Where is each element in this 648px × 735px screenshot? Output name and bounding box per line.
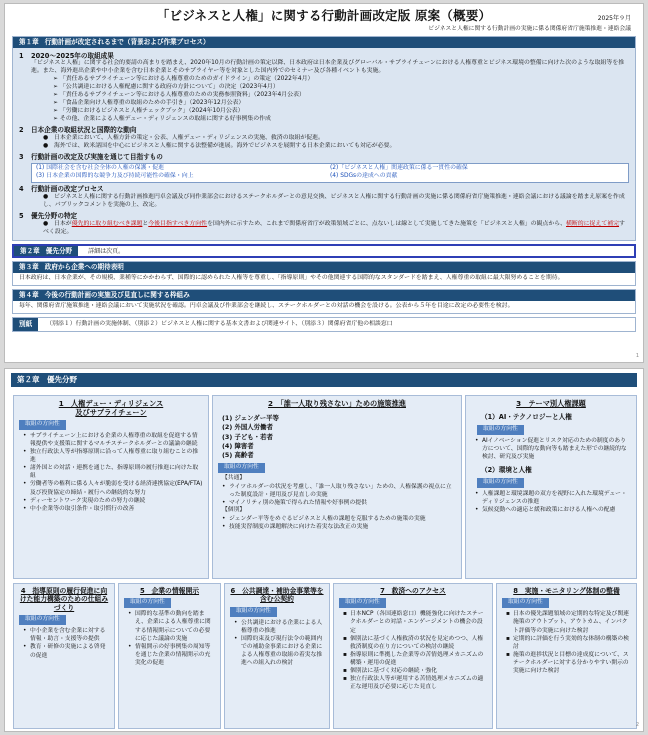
section-5-title: 5 優先分野の特定: [19, 211, 78, 220]
card-monitoring: [496, 583, 637, 729]
page-number: 2: [635, 722, 639, 729]
card-title: 2 「誰一人取り残さない」ための施策推進: [268, 399, 406, 408]
card-list: [343, 610, 487, 691]
individual-label: 【個別】: [222, 507, 246, 514]
direction-label: 取組の方向性: [477, 425, 524, 435]
list-item: • 中小企業等の取引条件・取引慣行の改善: [23, 505, 203, 513]
arrow-icon: ➢: [53, 76, 60, 83]
direction-label: 取組の方向性: [339, 598, 386, 608]
chapter-1-box: [12, 36, 636, 241]
list-item: • 気候変動への適応と緩和政策における人権への配慮: [475, 506, 631, 514]
goals-box: [31, 163, 629, 183]
category-item: (2) 外国人労働者: [222, 423, 273, 432]
list-item: • 独立行政法人等が指導原則に沿って人権尊重に取り組むことの推進: [23, 448, 203, 464]
direction-label: 取組の方向性: [19, 615, 66, 625]
list-item: • 労働者等の権利に係る人々が脆弱を受ける経済連携協定(EPA/FTA)及び投資協定の締結・履行への継続的な努力: [23, 480, 203, 496]
document-subtitle: ビジネスと人権に関する行動計画の実施に係る関係府省庁施策推進・連絡会議: [428, 25, 631, 32]
priority-areas-header: 第２章 優先分野: [11, 373, 637, 387]
card-thematic-issues: [465, 395, 637, 579]
chapter-1-header: 第１章 行動計画が改定されるまで（背景および作業プロセス）: [13, 37, 635, 48]
category-item: (1) ジェンダー平等: [222, 414, 279, 422]
theme-ai-title: （1）AI・テクノロジーと人権: [481, 413, 572, 421]
direction-label: 取組の方向性: [19, 420, 66, 430]
goal-item: (3) 日本企業の国際的な競争力及び持続可能性の確保・向上: [36, 172, 194, 179]
chapter-2-text: 詳細は次頁。: [88, 247, 125, 255]
page-number: 1: [635, 353, 639, 360]
annex-box: [12, 317, 636, 332]
chapter-4-header: 第４章 今後の行動計画の実施及び見直しに関する枠組み: [13, 290, 635, 301]
direction-label: 取組の方向性: [124, 598, 171, 608]
chapter-3-text: 日本政府は、日本企業が、その規模、業種等にかかわらず、国際的に認められた人権等を尊重し、「指導原則」やその他関連する国際的なスタンダードを踏まえ、人権尊重の取組に最大限努めることを期待。: [19, 275, 564, 282]
card-list: [234, 619, 324, 668]
chapter-4-text: 毎年、関係府省庁施策推進・連絡会議において実施状況を確認。円卓会議及び作業部会を継続し、ステークホルダーとの対話の機会を設ける。公表から５年を目途に改定の必要性を検討。: [19, 303, 514, 310]
list-item: • 国際約束及び現行法令の範囲内での補助金事業における企業による人権尊重の取組の着実な推進への組入れの検討: [234, 635, 324, 667]
category-item: (4) 障害者: [222, 441, 254, 450]
chapter-3-header: 第３章 政府から企業への期待表明: [13, 262, 635, 273]
list-item: • 教育・研修の実施による啓発の促進: [23, 643, 109, 659]
bullet-icon: ●: [43, 193, 55, 200]
bullet-icon: ●: [43, 220, 55, 227]
card-title: 3 テーマ別人権課題: [516, 399, 586, 408]
list-item: • ジェンダー平等をめぐるビジネスと人権の課題を克服するための施策の実施: [222, 515, 456, 523]
direction-label: 取組の方向性: [218, 463, 265, 473]
chapter-4-box: [12, 289, 636, 314]
list-item: • ライツホルダーの状況を考慮し、「誰一人取り残さない」ための、人権保護の視点に立った制度設計・運用及び見直しの実施: [222, 483, 456, 499]
card-list: [23, 432, 203, 513]
list-item: • ディーセントワーク実現のための努力の継続: [23, 497, 203, 505]
list-item: • マイノリティ別の施策で得られた情報や好事例の提供: [222, 499, 456, 507]
annex-label: 別紙: [13, 318, 38, 331]
bullet-icon: ●: [43, 143, 55, 150]
list-item: ● 日本企業において、人権方針の策定・公表、人権デュー・ディリジェンスの実施、救済の取組が促進。: [43, 135, 324, 142]
direction-label: 取組の方向性: [230, 607, 277, 617]
card-access-to-remedy: [333, 583, 493, 729]
card-title: 7 救済へのアクセス: [380, 587, 446, 595]
section-2-title: 2 日本企業の取組状況と国際的な動向: [19, 126, 137, 135]
arrow-icon: ➢: [53, 116, 60, 123]
card-public-procurement: [224, 583, 330, 729]
document-date: 2025年９月: [597, 15, 631, 22]
list-item: • 公共調達における企業による人権尊重の推進: [234, 619, 324, 635]
section-5-paragraph: ● 日本が優先的に取り組むべき課題と今後目指すべき方向性を国内外に示すため、これまで関係府省庁が政策領域ごとに、点ないしは線として実施してきた施策を「ビジネスと人権」の観点から、横断的に捉えて補完すべく設定。: [43, 220, 625, 235]
card-hrdd-supply-chain: [13, 395, 209, 579]
section-4-paragraph: ● ビジネスと人権に関する行動計画推進円卓会議及び同作業部会におけるステークホルダーとの意見交換、ビジネスと人権に関する行動計画の実施に係る関係府省庁施策推進・連絡会議における議論を踏まえ原案を作成し、パブリックコメントを実施の上、改定。: [43, 193, 625, 208]
list-item: ➢ その他、企業による人権デュー・ディリジェンスの取組に関する好事例集の作成: [53, 116, 271, 123]
section-1-title: 1 2020～2025年の取組成果: [19, 51, 114, 60]
list-item: ▪ 定期的に評価を行う実効的な体制の構築の検討: [506, 635, 631, 651]
theme-environment-title: （2）環境と人権: [481, 466, 532, 475]
goal-item: (2)「ビジネスと人権」関連政策に係る一貫性の確保: [330, 164, 468, 171]
list-item: ➢ 「公共調達における人権配慮に関する政府の方針について」の決定（2023年4月）: [53, 84, 279, 91]
arrow-icon: ➢: [53, 108, 60, 115]
arrow-icon: ➢: [53, 84, 60, 91]
common-list: [222, 483, 456, 507]
list-item: ▪ 施策の進捗状況と目標の達成度について、ステークホルダーに対する分かりやすい開示の実施に向けた検討: [506, 651, 631, 675]
card-list: [506, 610, 631, 675]
card-title: 1 人権デュー・ディリジェンス 及びサプライチェーン: [58, 399, 164, 417]
arrow-icon: ➢: [53, 100, 60, 107]
card-disclosure: [118, 583, 221, 729]
direction-label: 取組の方向性: [477, 478, 524, 488]
card-list: [128, 610, 215, 667]
list-item: ▪ 個別法に基づく人権救済の状況を見定めつつ、人権救済制度の在り方についての検討の継続: [343, 635, 487, 651]
list-item: • 諸外国との対話・連携を通じた、指導原則の履行推進に向けた取組: [23, 464, 203, 480]
category-item: (5) 高齢者: [222, 451, 254, 460]
section-1-paragraph: 「ビジネスと人権」に関する社会的要請の高まりを踏まえ、2020年10月の行動計画の策定以降、日本政府は日本企業及びグローバル・サプライチェーンにおける人権尊重とビジネス環境の整備に向けた次のような取組等を推進。また、海外進出企業や中小企業を含む日本企業とそのサプライヤー等を対象とした国内外でのセミナー及び各種イベントも実施。: [31, 60, 625, 75]
list-item: ▪ 指導原則に準拠した企業等の苦情処理メカニズムの構築・運用の促進: [343, 651, 487, 667]
list-item: ➢ 「責任あるサプライチェーン等における人権尊重のためのガイドライン」の策定（2022年4月）: [53, 76, 314, 83]
category-list: [218, 414, 456, 460]
theme-ai-list: [475, 437, 631, 461]
list-item: • 技能実習制度の課題解決に向けた着実な法改正の実施: [222, 523, 456, 531]
list-item: • AIイノベーション促進とリスク対応のための制度のあり方について、国際的な動向等も踏まえた形での継続的な検討、研究及び実施: [475, 437, 631, 461]
theme-environment-list: [475, 490, 631, 514]
card-title: 8 実施・モニタリング体制の整備: [513, 587, 620, 595]
list-item: ● 海外では、欧米諸国を中心にビジネスと人権に関する法整備が進展。海外でビジネスを展開する日本企業においても対応が必要。: [43, 143, 396, 150]
list-item: • 国際的な基準の動向を踏まえ、企業による人権尊重に関する情報開示についての必要に応じた議論の実施: [128, 610, 215, 642]
list-item: ▪ 独立行政法人等が運用する苦情処理メカニズムの適正な運用及び必要に応じた見直し: [343, 675, 487, 691]
section-1-list: [19, 76, 629, 124]
list-item: ➢ 「食品企業向け人権尊重の取組のための手引き」（2023年12月公表）: [53, 100, 245, 107]
list-item: • 情報開示の好事例集の周知等を通じた企業の情報開示の充実化の促進: [128, 643, 215, 667]
list-item: ➢ 「責任あるサプライチェーン等における人権尊重のための実務参照資料」（2023年4月公表）: [53, 92, 305, 99]
section-3-title: 3 行動計画の改定及び実施を通じて目指すもの: [19, 153, 163, 162]
card-title: 5 企業の情報開示: [139, 587, 200, 595]
list-item: • 人権課題と環境課題の双方を視野に入れた環境デュー・ディリジェンスの推進: [475, 490, 631, 506]
bullet-icon: ●: [43, 135, 55, 142]
card-title: 6 公共調達・補助金事業等を含む公契約: [230, 587, 324, 604]
card-leave-no-one-behind: [212, 395, 462, 579]
annex-text: （別添１）行動計画の実施体制、（別添２）ビジネスと人権に関する基本文書および関連サイト、（別添３）関係府省庁他の相談窓口: [46, 320, 393, 327]
list-item: ▪ 個別法に基づく対応の継続・強化: [343, 667, 487, 675]
chapter-2-header: 第２章 優先分野: [14, 246, 78, 257]
goal-item: (1) 国際社会を含む社会全体の人権の保護・促進: [36, 164, 165, 171]
arrow-icon: ➢: [53, 92, 60, 99]
direction-label: 取組の方向性: [502, 598, 549, 608]
card-list: [23, 627, 109, 659]
list-item: ➢ 「労働におけるビジネスと人権チェックブック」（2024年10月公表）: [53, 108, 244, 115]
individual-list: [222, 515, 456, 531]
goal-item: (4) SDGsの達成への貢献: [330, 172, 398, 179]
card-capacity-building: [13, 583, 115, 729]
category-item: (3) 子ども・若者: [222, 432, 273, 441]
page-1: [4, 3, 644, 363]
section-4-title: 4 行動計画の改定プロセス: [19, 184, 104, 193]
list-item: • サプライチェーン上における企業の人権尊重の取組を促進する情報提供や支援策に関するマルチステークホルダーとの議論の継続: [23, 432, 203, 448]
list-item: • 中小企業を含む企業に対する情報・助言・支援等の提供: [23, 627, 109, 643]
page-2: [4, 368, 644, 732]
chapter-2-box: [12, 244, 636, 259]
common-label: 【共通】: [222, 475, 246, 482]
document-title: 「ビジネスと人権」に関する行動計画改定版 原案（概要）: [156, 8, 492, 23]
list-item: ▪ 日本NCP（各国連絡窓口）機能強化に向けたステークホルダーとの対話・エンゲージメントの機会の設定: [343, 610, 487, 634]
card-title: 4 指導原則の履行促進に向けた能力構築のための仕組みづくり: [19, 587, 109, 612]
list-item: ▪ 日本の優先課題領域の定期的な特定及び関連施策のアウトプット、アウトカム、インパクト評価等の実施に向けた検討: [506, 610, 631, 634]
chapter-3-box: [12, 261, 636, 286]
